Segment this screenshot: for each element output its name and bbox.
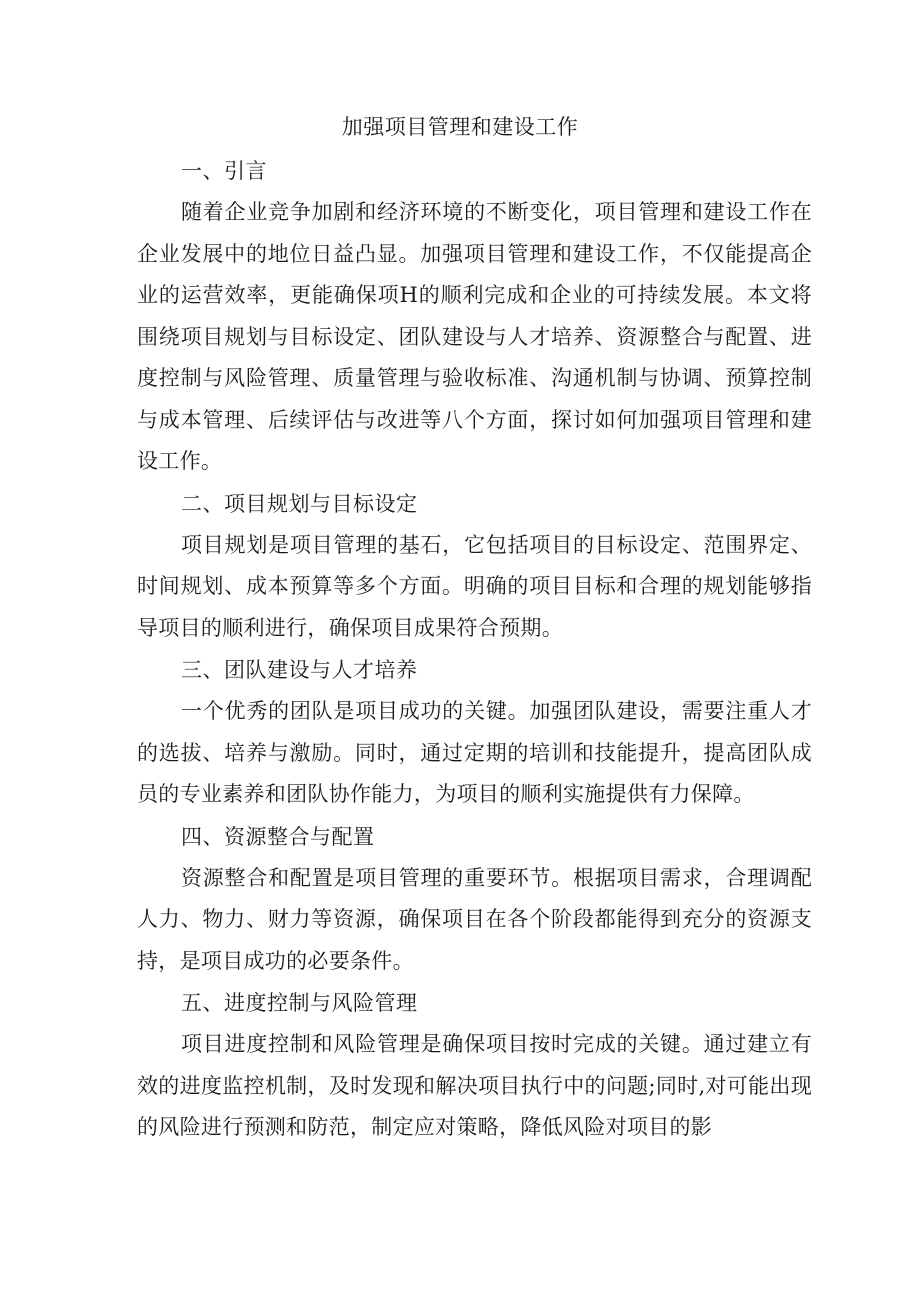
section-paragraph-planning: 项目规划是项目管理的基石，它包括项目的目标设定、范围界定、时间规划、成本预算等多个方面。明确的项目目标和合理的规划能够指导项目的顺利进行，确保项目成果符合预期。 bbox=[137, 532, 812, 640]
section-paragraph-resources: 资源整合和配置是项目管理的重要环节。根据项目需求，合理调配人力、物力、财力等资源，确保项目在各个阶段都能得到充分的资源支持，是项目成功的必要条件。 bbox=[137, 865, 812, 973]
section-paragraph-schedule-risk: 项目进度控制和风险管理是确保项目按时完成的关键。通过建立有效的进度监控机制，及时发现和解决项目执行中的问题;同时,对可能出现的风险进行预测和防范，制定应对策略，降低风险对项目的影 bbox=[137, 1032, 812, 1139]
section-paragraph-introduction: 随着企业竞争加剧和经济环境的不断变化，项目管理和建设工作在企业发展中的地位日益凸显。加强项目管理和建设工作，不仅能提高企业的运营效率，更能确保项H的顺利完成和企业的可持续发展。本文将围绕项目规划与目标设定、团队建设与人才培养、资源整合与配置、进度控制与风险管理、质量管理与验收标准、沟通机制与协调、预算控制与成本管理、后续评估与改进等八个方面，探讨如何加强项目管理和建设工作。 bbox=[137, 200, 812, 473]
section-heading-schedule-risk: 五、进度控制与风险管理 bbox=[181, 991, 418, 1015]
document-body bbox=[137, 150, 812, 1149]
section-heading-introduction: 一、引言 bbox=[181, 159, 267, 183]
section-heading-team: 三、团队建设与人才培养 bbox=[181, 658, 418, 682]
document-title: 加强项目管理和建设工作 bbox=[341, 115, 579, 139]
section-paragraph-team: 一个优秀的团队是项目成功的关键。加强团队建设，需要注重人才的选拔、培养与激励。同时，通过定期的培训和技能提升，提高团队成员的专业素养和团队协作能力，为项目的顺利实施提供有力保障。 bbox=[137, 699, 812, 806]
section-heading-resources: 四、资源整合与配置 bbox=[181, 824, 375, 849]
section-heading-planning: 二、项目规划与目标设定 bbox=[181, 491, 418, 516]
